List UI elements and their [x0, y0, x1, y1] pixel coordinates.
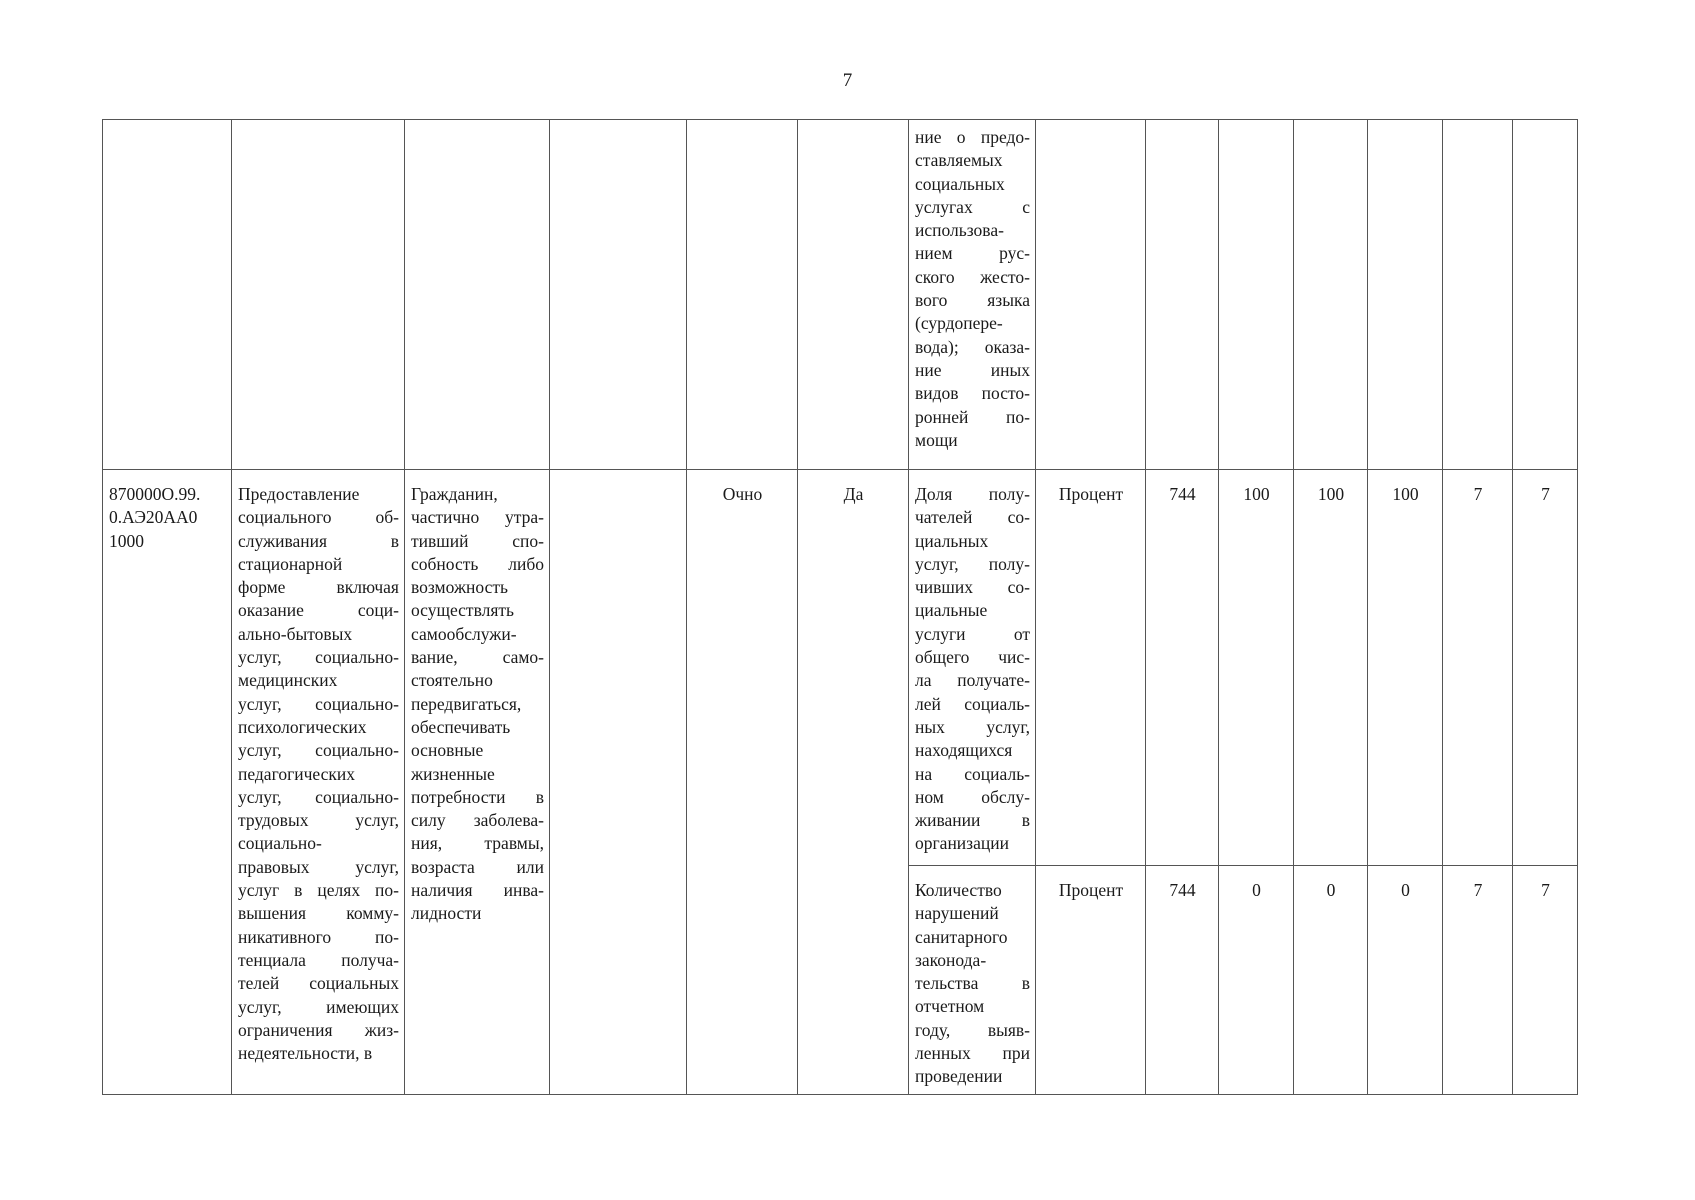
service-name-cell-empty	[232, 120, 405, 470]
text-line: ном обслу-	[915, 786, 1030, 807]
service-row-indicator-1	[103, 470, 1578, 866]
text-line: услуг, социально-	[238, 786, 399, 807]
text-line: чателей со-	[915, 507, 1030, 528]
value-1: 100	[1243, 484, 1270, 504]
deviation2-cell	[1513, 866, 1578, 1095]
okei-cell-empty	[1146, 120, 1219, 470]
text-line: находящихся	[915, 740, 1013, 761]
service-flag: Да	[843, 484, 864, 504]
text-line: услуг в целях по-	[238, 880, 399, 901]
text-line: услуг, имеющих	[238, 996, 399, 1017]
deviation2-cell	[1513, 470, 1578, 866]
text-line: на социаль-	[915, 763, 1030, 784]
value2-cell	[1294, 470, 1368, 866]
text-line: вание, само-	[411, 647, 544, 668]
unit: Процент	[1058, 880, 1124, 900]
text-line: 870000О.99.	[109, 484, 201, 504]
text-line: Доля полу-	[915, 484, 1030, 504]
okei-code: 744	[1169, 484, 1196, 504]
unit-cell	[1036, 866, 1146, 1095]
text-line: санитарного	[915, 926, 1008, 947]
service-name-cell	[232, 470, 405, 1095]
text-line: социального об-	[238, 507, 399, 528]
text-line: лидности	[411, 903, 482, 924]
text-line: услугах с	[915, 196, 1030, 217]
value1-cell	[1219, 470, 1294, 866]
text-line: осуществлять	[411, 600, 515, 621]
value-3: 0	[1401, 880, 1410, 900]
value-1: 0	[1252, 880, 1261, 900]
text-line: жизненные	[411, 763, 495, 784]
value3-cell-empty	[1368, 120, 1443, 470]
form-cell-empty	[687, 120, 798, 470]
service-form: Очно	[722, 484, 763, 504]
unit: Процент	[1058, 484, 1124, 504]
text-line: Предоставление	[238, 484, 360, 504]
text-line: вого языка	[915, 290, 1030, 311]
text-line: частично утра-	[411, 507, 544, 528]
value1-cell-empty	[1219, 120, 1294, 470]
text-line: (сурдопере-	[915, 313, 1003, 334]
text-line: году, выяв-	[915, 1019, 1030, 1040]
deviation-2: 7	[1541, 484, 1550, 504]
text-line: использова-	[915, 220, 1004, 241]
text-line: потребности в	[411, 786, 544, 807]
flag-cell-empty	[798, 120, 909, 470]
text-line: нарушений	[915, 903, 999, 924]
text-line: социальных	[915, 173, 1005, 194]
text-line: 1000	[109, 530, 144, 551]
text-line: ронней по-	[915, 406, 1030, 427]
text-line: служивания в	[238, 530, 399, 551]
text-line: тенциала получа-	[238, 949, 399, 970]
okei-code: 744	[1169, 880, 1196, 900]
text-line: Количество	[915, 880, 1002, 900]
unit-cell-empty	[1036, 120, 1146, 470]
deviation-1: 7	[1473, 880, 1483, 900]
recipient-category-cell-empty	[405, 120, 550, 470]
text-line: общего чис-	[915, 647, 1030, 668]
text-line: услуг, социально-	[238, 693, 399, 714]
text-line: стационарной	[238, 553, 343, 574]
text-line: вода); оказа-	[915, 336, 1030, 357]
text-line: чивших со-	[915, 577, 1030, 598]
text-line: ния, травмы,	[411, 833, 544, 854]
text-line: медицинских	[238, 670, 338, 691]
text-line: ставляемых	[915, 150, 1003, 171]
text-line: Гражданин,	[411, 484, 498, 504]
deviation-1: 7	[1473, 484, 1483, 504]
text-line: услуг, полу-	[915, 553, 1030, 574]
text-line: законода-	[915, 949, 987, 970]
text-line: ально-бытовых	[238, 623, 353, 644]
text-line: телей социальных	[238, 973, 399, 994]
text-line: ограничения жиз-	[238, 1019, 399, 1040]
deviation1-cell	[1443, 866, 1513, 1095]
text-line: силу заболева-	[411, 810, 544, 831]
text-line: передвигаться,	[411, 693, 522, 714]
unit-cell	[1036, 470, 1146, 866]
text-line: самообслужи-	[411, 623, 517, 644]
text-line: циальные	[915, 600, 988, 621]
indicator-continuation-cell	[909, 120, 1036, 470]
text-line: стоятельно	[411, 670, 493, 691]
text-line: услуг, социально-	[238, 740, 399, 761]
text-line: ных услуг,	[915, 716, 1030, 737]
content-cell	[550, 470, 687, 1095]
text-line: педагогических	[238, 763, 355, 784]
text-line: лей социаль-	[915, 693, 1030, 714]
value-2: 0	[1326, 880, 1336, 900]
value2-cell-empty	[1294, 120, 1368, 470]
value3-cell	[1368, 470, 1443, 866]
content-cell-empty	[550, 120, 687, 470]
text-line: тивший спо-	[411, 530, 544, 551]
value-2: 100	[1317, 484, 1345, 504]
registry-code-cell	[103, 470, 232, 1095]
deviation1-cell	[1443, 470, 1513, 866]
indicator-name-cell	[909, 866, 1036, 1095]
deviation1-cell-empty	[1443, 120, 1513, 470]
text-line: социально-	[238, 833, 322, 854]
indicator-name	[915, 483, 1030, 856]
okei-cell	[1146, 866, 1219, 1095]
indicator-name	[915, 879, 1030, 1089]
text-line: правовых услуг,	[238, 856, 399, 877]
text-line: ние иных	[915, 359, 1030, 380]
continuation-row	[103, 120, 1578, 470]
service-name	[238, 483, 399, 1065]
text-line: услуги от	[915, 623, 1030, 644]
okei-cell	[1146, 470, 1219, 866]
text-line: услуг, социально-	[238, 647, 399, 668]
text-line: проведении	[915, 1066, 1003, 1087]
flag-cell	[798, 470, 909, 1095]
text-line: ского жесто-	[915, 266, 1030, 287]
registry-code-cell-empty	[103, 120, 232, 470]
page-number: 7	[842, 70, 853, 91]
text-line: возможность	[411, 577, 508, 598]
text-line: психологических	[238, 716, 367, 737]
text-line: видов посто-	[915, 383, 1030, 404]
value-3: 100	[1392, 484, 1419, 504]
indicator-name-cell	[909, 470, 1036, 866]
recipient-category-cell	[405, 470, 550, 1095]
value1-cell	[1219, 866, 1294, 1095]
text-line: недеятельности, в	[238, 1043, 373, 1064]
text-line: основные	[411, 740, 484, 761]
text-line: нием рус-	[915, 243, 1030, 264]
text-line: 0.АЭ20АА0	[109, 507, 198, 528]
text-line: никативного по-	[238, 926, 399, 947]
text-line: вышения комму-	[238, 903, 399, 924]
state-assignment-table	[102, 119, 1578, 1095]
text-line: отчетном	[915, 996, 985, 1017]
recipient-category	[411, 483, 544, 926]
text-line: циальных	[915, 530, 989, 551]
value2-cell	[1294, 866, 1368, 1095]
text-line: ленных при	[915, 1043, 1030, 1064]
text-line: ла получате-	[915, 670, 1030, 691]
deviation-2: 7	[1541, 880, 1550, 900]
form-cell	[687, 470, 798, 1095]
text-line: форме включая	[238, 577, 399, 598]
text-line: тельства в	[915, 973, 1030, 994]
deviation2-cell-empty	[1513, 120, 1578, 470]
text-line: наличия инва-	[411, 880, 544, 901]
indicator-continuation-text	[915, 126, 1030, 452]
text-line: организации	[915, 833, 1009, 854]
value3-cell	[1368, 866, 1443, 1095]
registry-code	[109, 483, 226, 553]
text-line: оказание соци-	[238, 600, 399, 621]
text-line: обеспечивать	[411, 716, 511, 737]
text-line: ние о предо-	[915, 127, 1030, 147]
text-line: живании в	[915, 810, 1030, 831]
text-line: трудовых услуг,	[238, 810, 399, 831]
text-line: собность либо	[411, 553, 544, 574]
text-line: возраста или	[411, 856, 544, 877]
text-line: мощи	[915, 429, 958, 450]
